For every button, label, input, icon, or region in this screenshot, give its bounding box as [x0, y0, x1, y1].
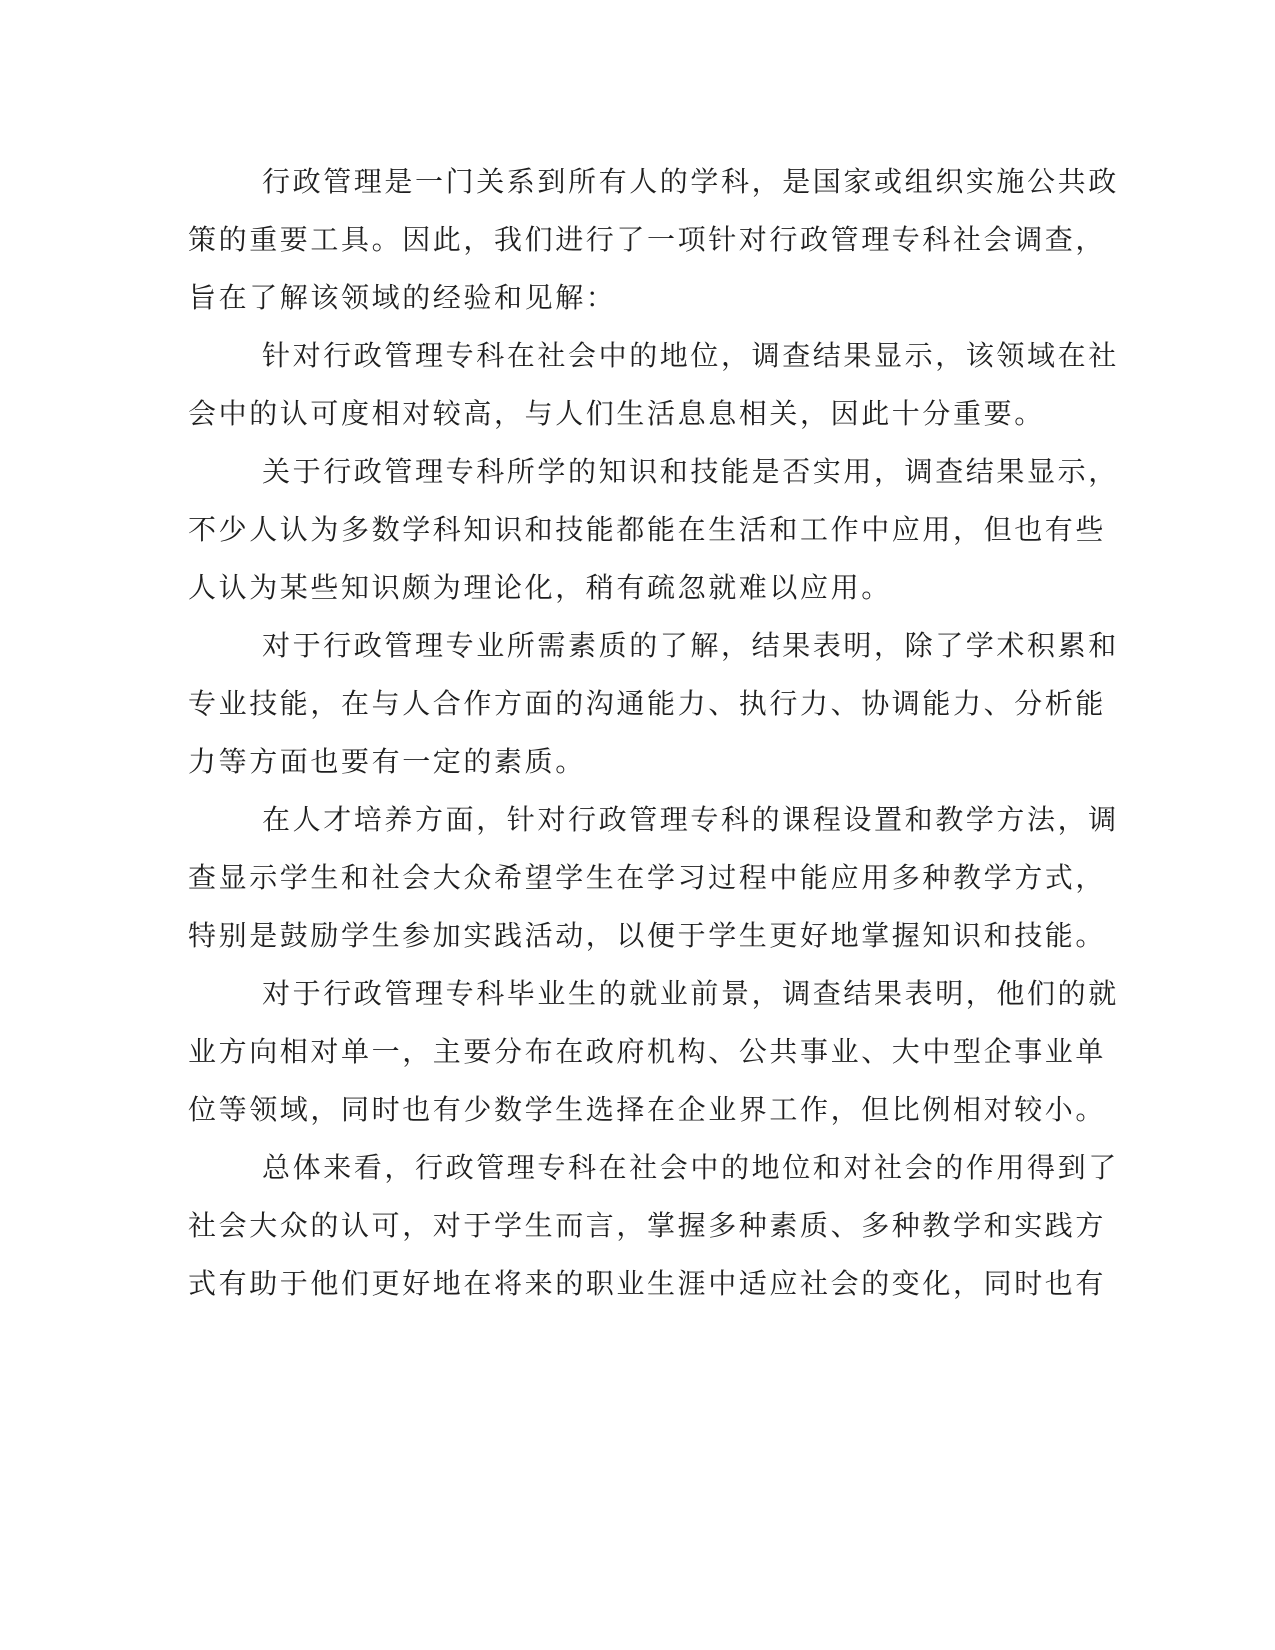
- paragraph-2-line-1: 针对行政管理专科在社会中的地位，调查结果显示，该领域在社: [262, 339, 1119, 372]
- paragraph-4-line-2: 专业技能，在与人合作方面的沟通能力、执行力、协调能力、分析能: [188, 687, 1107, 720]
- paragraph-3-line-2: 不少人认为多数学科知识和技能都能在生活和工作中应用，但也有些: [188, 513, 1107, 546]
- paragraph-4-line-3: 力等方面也要有一定的素质。: [188, 745, 586, 778]
- paragraph-1-line-3: 旨在了解该领域的经验和见解：: [188, 281, 617, 314]
- paragraph-5-line-3: 特别是鼓励学生参加实践活动，以便于学生更好地掌握知识和技能。: [188, 919, 1107, 952]
- paragraph-4-line-1: 对于行政管理专业所需素质的了解，结果表明，除了学术积累和: [262, 629, 1119, 662]
- paragraph-6-line-2: 业方向相对单一，主要分布在政府机构、公共事业、大中型企事业单: [188, 1035, 1107, 1068]
- paragraph-1-line-1: 行政管理是一门关系到所有人的学科，是国家或组织实施公共政: [262, 165, 1119, 198]
- paragraph-7-line-1: 总体来看，行政管理专科在社会中的地位和对社会的作用得到了: [262, 1151, 1119, 1184]
- paragraph-3-line-3: 人认为某些知识颇为理论化，稍有疏忽就难以应用。: [188, 571, 892, 604]
- paragraph-5-line-2: 查显示学生和社会大众希望学生在学习过程中能应用多种教学方式，: [188, 861, 1107, 894]
- paragraph-2-line-2: 会中的认可度相对较高，与人们生活息息相关，因此十分重要。: [188, 397, 1045, 430]
- paragraph-5-line-1: 在人才培养方面，针对行政管理专科的课程设置和教学方法，调: [262, 803, 1119, 836]
- paragraph-6-line-3: 位等领域，同时也有少数学生选择在企业界工作，但比例相对较小。: [188, 1093, 1107, 1126]
- paragraph-6-line-1: 对于行政管理专科毕业生的就业前景，调查结果表明，他们的就: [262, 977, 1119, 1010]
- paragraph-1-line-2: 策的重要工具。因此，我们进行了一项针对行政管理专科社会调查，: [188, 223, 1107, 256]
- paragraph-7-line-2: 社会大众的认可，对于学生而言，掌握多种素质、多种教学和实践方: [188, 1209, 1107, 1242]
- paragraph-3-line-1: 关于行政管理专科所学的知识和技能是否实用，调查结果显示，: [262, 455, 1119, 488]
- paragraph-7-line-3: 式有助于他们更好地在将来的职业生涯中适应社会的变化，同时也有: [188, 1267, 1107, 1300]
